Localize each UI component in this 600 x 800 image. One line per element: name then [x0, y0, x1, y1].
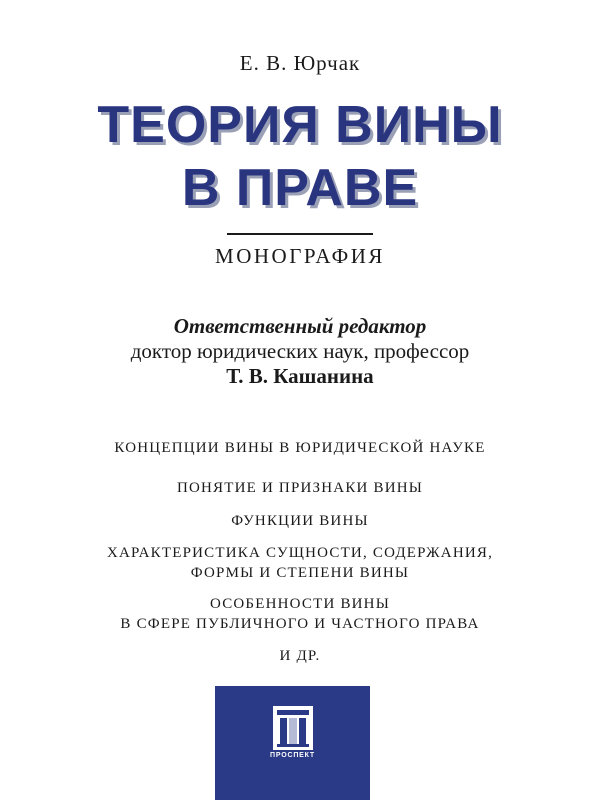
- title-divider: [227, 233, 373, 235]
- editor-role: Ответственный редактор: [173, 314, 427, 338]
- topic-item: ПОНЯТИЕ И ПРИЗНАКИ ВИНЫ: [176, 480, 424, 496]
- editor-degree: доктор юридических наук, профессор: [130, 339, 470, 363]
- topic-line: ХАРАКТЕРИСТИКА СУЩНОСТИ, СОДЕРЖАНИЯ,: [106, 545, 494, 561]
- topic-item: И ДР.: [279, 648, 321, 664]
- building-icon: [273, 706, 313, 750]
- topic-item-multiline: [0, 594, 600, 634]
- topic-line: ОСОБЕННОСТИ ВИНЫ: [209, 596, 390, 612]
- book-title-line-1: ТЕОРИЯ ВИНЫ: [97, 96, 503, 154]
- publisher-block: [215, 686, 370, 800]
- topic-item: ФУНКЦИИ ВИНЫ: [231, 513, 369, 529]
- publisher-name: ПРОСПЕКТ: [270, 752, 315, 759]
- topic-line: В СФЕРЕ ПУБЛИЧНОГО И ЧАСТНОГО ПРАВА: [120, 616, 480, 632]
- topic-item: КОНЦЕПЦИИ ВИНЫ В ЮРИДИЧЕСКОЙ НАУКЕ: [114, 440, 486, 456]
- topic-line: ФОРМЫ И СТЕПЕНИ ВИНЫ: [190, 565, 410, 581]
- book-title-line-2: В ПРАВЕ: [181, 159, 419, 217]
- author-name: Е. В. Юрчак: [239, 51, 361, 75]
- genre-label: МОНОГРАФИЯ: [215, 244, 385, 268]
- topic-item-multiline: [0, 543, 600, 583]
- editor-name: Т. В. Кашанина: [226, 364, 374, 388]
